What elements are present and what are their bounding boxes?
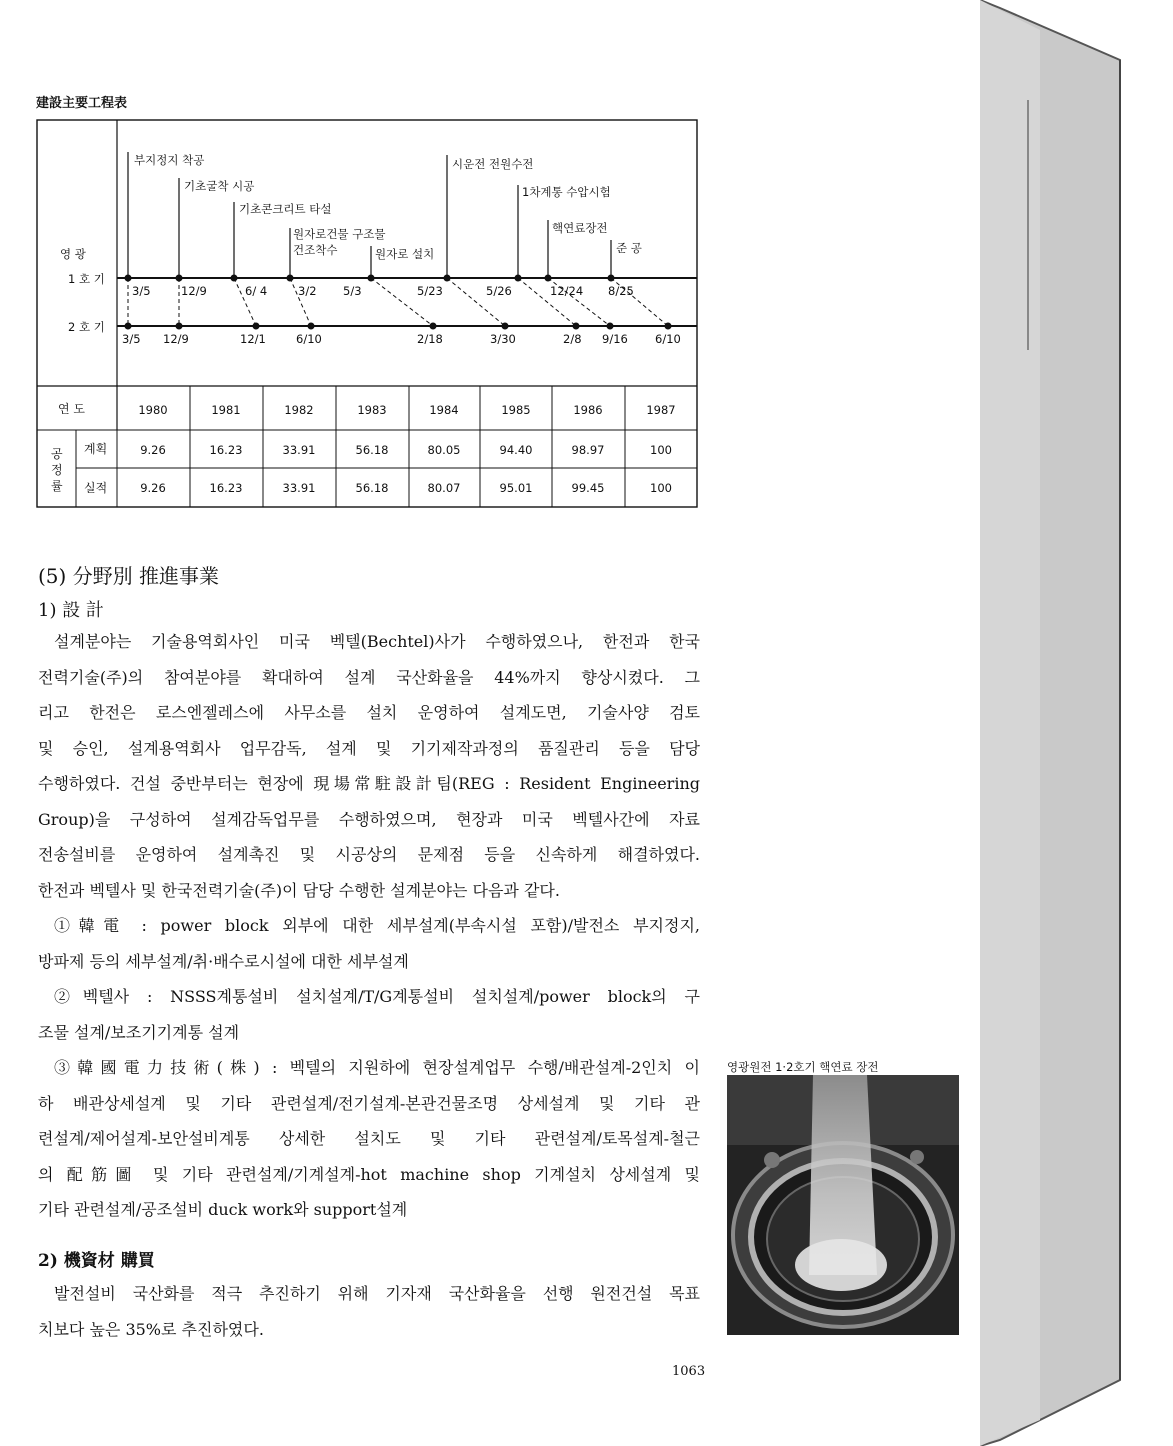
item-kepco xyxy=(38,908,700,979)
u1-date: 12/24 xyxy=(550,284,584,298)
plan-cell: 56.18 xyxy=(355,443,389,457)
item-kopec xyxy=(38,1050,700,1228)
u2-date: 2/8 xyxy=(563,332,582,346)
year-cell: 1980 xyxy=(138,403,168,417)
text-line: 련설계/제어설계-보안설비계통 상세한 설치도 및 기타 관련설계/토목설계-철근 xyxy=(38,1129,700,1148)
section-heading-5: (5) 分野別 推進事業 xyxy=(38,564,220,588)
plan-cell: 100 xyxy=(650,443,672,457)
plan-cell: 33.91 xyxy=(282,443,316,457)
text-line: ②벡텔사 : NSSS계통설비 설치설계/T/G계통설비 설치설계/power block의 구 xyxy=(54,987,700,1006)
text-line: 의 配筋圖 및 기타 관련설계/기계설계-hot machine shop 기계설치 상세설계 및 xyxy=(38,1164,700,1184)
plan-cell: 9.26 xyxy=(140,443,166,457)
u2-date: 6/10 xyxy=(296,332,322,346)
milestone-containment: 원자로건물 구조물 xyxy=(293,227,386,241)
year-cell: 1982 xyxy=(284,403,314,417)
text-line: 조물 설계/보조기기계통 설계 xyxy=(38,1022,240,1042)
year-cell: 1987 xyxy=(646,403,676,417)
actual-cell: 56.18 xyxy=(355,481,389,495)
text-line: 하 배관상세설계 및 기타 관련설계/전기설계-본관건물조명 상세설계 및 기타 관 xyxy=(38,1093,700,1113)
procurement-paragraph xyxy=(38,1276,700,1347)
section-heading-design: 1) 設 計 xyxy=(38,600,104,621)
unit1-label: 1 호 기 xyxy=(68,272,105,286)
actual-cell: 100 xyxy=(650,481,672,495)
construction-schedule-chart xyxy=(0,0,980,520)
u2-date: 3/5 xyxy=(122,332,141,346)
text-line: 기타 관련설계/공조설비 duck work와 support설계 xyxy=(38,1200,408,1219)
site-label: 영 광 xyxy=(60,247,86,261)
page-number: 1063 xyxy=(672,1364,706,1379)
text-line: 설계분야는 기술용역회사인 미국 벡텔(Bechtel)사가 수행하였으나, 한전과 한국 xyxy=(54,632,700,651)
text-line: 및 승인, 설계용역회사 업무감독, 설계 및 기기제작과정의 품질관리 등을 담당 xyxy=(38,738,700,758)
section-heading-procurement: 2) 機資材 購買 xyxy=(38,1251,155,1271)
milestone-hydro-test: 1차계통 수압시험 xyxy=(522,185,611,199)
u1-date: 3/2 xyxy=(298,284,317,298)
year-cell: 1985 xyxy=(501,403,531,417)
plan-cell: 16.23 xyxy=(209,443,243,457)
text-line: 수행하였다. 건설 중반부터는 현장에 現場常駐設計팀(REG : Resident Engineering xyxy=(38,774,700,793)
u2-date: 3/30 xyxy=(490,332,516,346)
text-line: 발전설비 국산화를 적극 추진하기 위해 기자재 국산화율을 선행 원전건설 목표 xyxy=(54,1284,700,1303)
year-cell: 1983 xyxy=(357,403,387,417)
design-paragraph xyxy=(38,624,700,908)
actual-cell: 80.07 xyxy=(427,481,461,495)
unit2-label: 2 호 기 xyxy=(68,320,105,334)
u1-date: 3/5 xyxy=(132,284,151,298)
milestone-power-receive: 시운전 전원수전 xyxy=(452,157,534,171)
year-cell: 1986 xyxy=(573,403,603,417)
milestone-foundation: 기초콘크리트 타설 xyxy=(239,202,332,216)
fuel-loading-photo xyxy=(727,1075,959,1335)
text-line: 리고 한전은 로스엔젤레스에 사무소를 설치 운영하여 설계도면, 기술사양 검토 xyxy=(38,703,700,722)
u1-date: 12/9 xyxy=(181,284,207,298)
text-line: 한전과 벡텔사 및 한국전력기술(주)이 담당 수행한 설계분야는 다음과 같다. xyxy=(38,880,560,900)
actual-cell: 95.01 xyxy=(499,481,533,495)
item-bechtel xyxy=(38,979,700,1050)
progress-label: 정 xyxy=(51,463,63,477)
text-line: 전송설비를 운영하여 설계촉진 및 시공상의 문제점 등을 신속하게 해결하였다. xyxy=(38,845,700,864)
text-line: 방파제 등의 세부설계/취·배수로시설에 대한 세부설계 xyxy=(38,951,409,971)
actual-cell: 9.26 xyxy=(140,481,166,495)
milestone-excavation: 기초굴착 시공 xyxy=(184,179,255,193)
u2-date: 6/10 xyxy=(655,332,681,346)
u1-date: 5/26 xyxy=(486,284,512,298)
milestone-reactor-install: 원자로 설치 xyxy=(375,247,435,261)
actual-label: 실적 xyxy=(84,481,108,495)
table-title: 建設主要工程表 xyxy=(36,96,128,111)
plan-cell: 80.05 xyxy=(427,443,461,457)
text-line: 전력기술(주)의 참여분야를 확대하여 설계 국산화율을 44%까지 향상시켰다. 그 xyxy=(38,667,700,687)
text-line: Group)을 구성하여 설계감독업무를 수행하였으며, 현장과 미국 벡텔사간에 자료 xyxy=(38,809,700,829)
u1-date: 8/25 xyxy=(608,284,634,298)
u2-date: 12/9 xyxy=(163,332,189,346)
u2-date: 12/1 xyxy=(240,332,266,346)
book-edge xyxy=(980,0,1173,1446)
plan-cell: 94.40 xyxy=(499,443,533,457)
plan-cell: 98.97 xyxy=(571,443,605,457)
u2-date: 2/18 xyxy=(417,332,443,346)
text-line: ①韓電 : power block 외부에 대한 세부설계(부속시설 포함)/발전소 부지정지, xyxy=(54,916,700,935)
actual-cell: 16.23 xyxy=(209,481,243,495)
progress-label: 공 xyxy=(51,447,63,461)
milestone-completion: 준 공 xyxy=(616,241,642,255)
photo-caption: 영광원전 1·2호기 핵연료 장전 xyxy=(727,1060,879,1074)
milestone-construction-start: 건조착수 xyxy=(293,243,338,257)
year-cell: 1984 xyxy=(429,403,459,417)
u2-date: 9/16 xyxy=(602,332,628,346)
milestone-site-prep: 부지정지 착공 xyxy=(134,153,205,167)
u1-date: 6/ 4 xyxy=(245,284,268,298)
actual-cell: 99.45 xyxy=(571,481,605,495)
text-line: ③韓國電力技術(株) : 벡텔의 지원하에 현장설계업무 수행/배관설계-2인치 이 xyxy=(54,1058,700,1077)
milestone-fuel-load: 핵연료장전 xyxy=(552,221,608,235)
year-cell: 1981 xyxy=(211,403,241,417)
text-line: 치보다 높은 35%로 추진하였다. xyxy=(38,1319,264,1339)
progress-label: 률 xyxy=(51,479,63,493)
u1-date: 5/3 xyxy=(343,284,362,298)
actual-cell: 33.91 xyxy=(282,481,316,495)
u1-date: 5/23 xyxy=(417,284,443,298)
year-label: 연 도 xyxy=(58,402,85,416)
plan-label: 계획 xyxy=(84,442,108,456)
